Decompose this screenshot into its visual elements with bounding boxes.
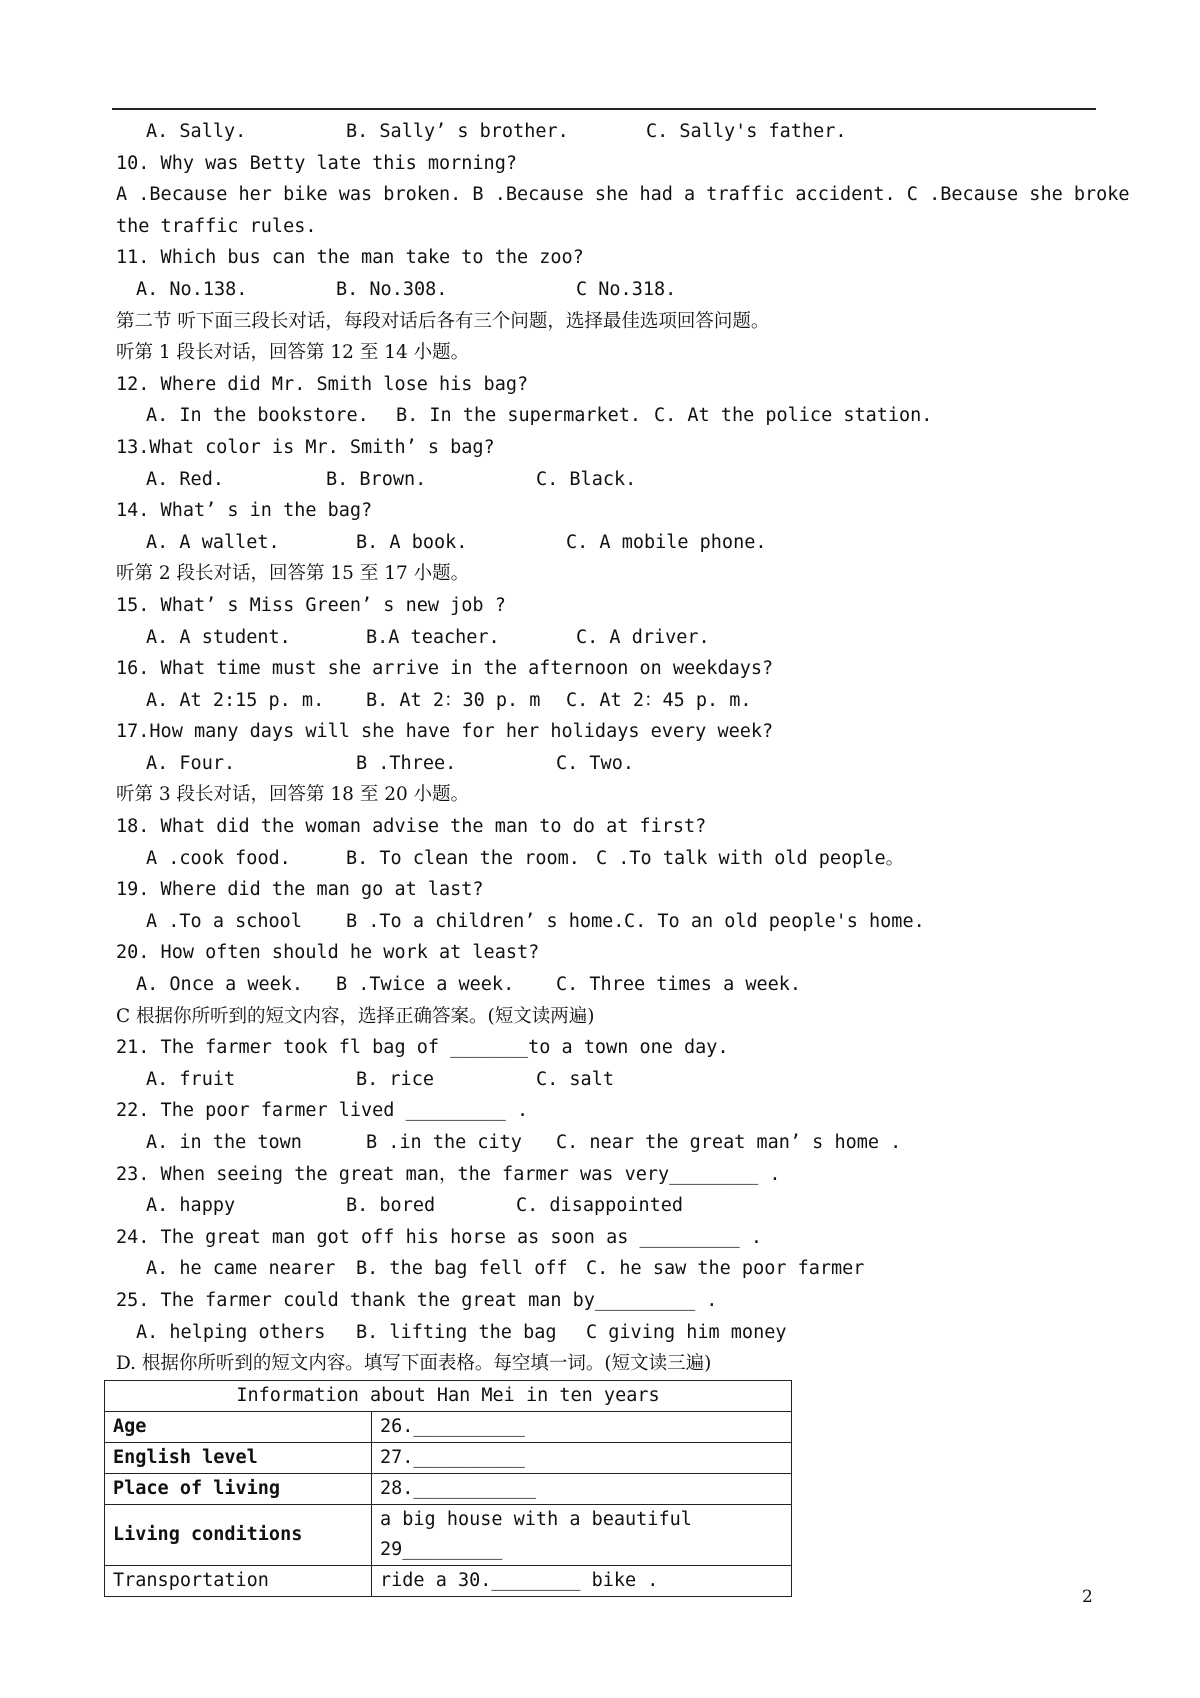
option-a: A. in the town	[146, 1132, 302, 1153]
option-c: C giving him money	[586, 1321, 787, 1343]
option-a: A. A student.	[146, 626, 291, 648]
row-value: a big house with a beautiful 29_________	[372, 1505, 792, 1566]
option-a: A. happy	[146, 1195, 236, 1217]
row-value: 26.__________	[372, 1412, 792, 1443]
option-c: C. near the great man’ s home .	[556, 1132, 902, 1153]
option-b: B .To a children’ s home.	[346, 910, 625, 932]
option-a: A. he came nearer	[146, 1258, 336, 1280]
option-b: B .Twice a week.	[336, 974, 515, 996]
text-line: the traffic rules.	[116, 215, 317, 237]
option-c: C No.318.	[576, 278, 677, 300]
option-b: B. A book.	[356, 531, 468, 553]
option-c: C. At the police station.	[654, 405, 933, 427]
options-row	[116, 1064, 1106, 1096]
options-row	[116, 906, 1106, 938]
section-heading: 听第 2 段长对话，回答第 15 至 17 小题。	[116, 563, 470, 585]
question-text: 21. The farmer took fl bag of _______to a town one day.	[116, 1037, 729, 1059]
question-text: 23. When seeing the great man，the farmer was very________ .	[116, 1163, 781, 1185]
row-value: 28.___________	[372, 1474, 792, 1505]
option-a: A. fruit	[146, 1068, 236, 1090]
option-c: C. disappointed	[516, 1195, 684, 1217]
question-text: 22. The poor farmer lived _________ .	[116, 1100, 529, 1122]
options-row	[116, 1317, 1106, 1349]
question-text: 25. The farmer could thank the great man by_________ .	[116, 1289, 718, 1311]
option-a: A .cook food.	[146, 847, 291, 869]
option-c: C. Black.	[536, 468, 637, 490]
option-a: A. No.138.	[136, 278, 248, 300]
text-line: A .Because her bike was broken. B .Because she had a traffic accident. C .Because she broke	[116, 184, 1130, 206]
row-label: English level	[105, 1443, 372, 1474]
options-row	[116, 843, 1106, 875]
section-heading: 听第 1 段长对话，回答第 12 至 14 小题。	[116, 342, 470, 364]
option-b: B. bored	[346, 1195, 436, 1217]
question-text: 14. What’ s in the bag?	[116, 500, 373, 522]
options-row	[116, 969, 1106, 1001]
exam-content	[116, 116, 1130, 1380]
question-text: 20. How often should he work at least?	[116, 942, 540, 964]
option-c: C. he saw the poor farmer	[586, 1258, 865, 1280]
question-text: 16. What time must she arrive in the afternoon on weekdays?	[116, 658, 774, 680]
option-b: B. No.308.	[336, 278, 448, 300]
options-row	[116, 400, 1106, 432]
info-table	[104, 1380, 792, 1597]
options-row	[116, 1127, 1106, 1159]
options-row	[116, 116, 1106, 148]
option-b: B. the bag fell off	[356, 1258, 568, 1280]
table-row	[105, 1566, 792, 1597]
option-b: B. Brown.	[326, 468, 427, 490]
option-b: B. Sally’ s brother.	[346, 121, 569, 142]
option-a: A. In the bookstore.	[146, 405, 369, 427]
question-text: 10. Why was Betty late this morning?	[116, 152, 517, 174]
question-text: 18. What did the woman advise the man to do at first?	[116, 816, 707, 838]
option-b: B. To clean the room.	[346, 847, 580, 869]
row-value: 27.__________	[372, 1443, 792, 1474]
question-text: 15. What’ s Miss Green’ s new job ?	[116, 594, 506, 616]
question-text: 24. The great man got off his horse as soon as _________ .	[116, 1226, 763, 1248]
option-b: B .Three.	[356, 752, 457, 774]
option-c: C. Two.	[556, 752, 634, 774]
table-row	[105, 1443, 792, 1474]
options-row	[116, 1253, 1106, 1285]
table-row	[105, 1412, 792, 1443]
table-body	[105, 1412, 792, 1597]
question-text: 17.How many days will she have for her holidays every week?	[116, 721, 774, 743]
option-c: C. salt	[536, 1068, 614, 1090]
row-value: ride a 30.________ bike .	[372, 1566, 792, 1597]
table-title: Information about Han Mei in ten years	[105, 1381, 792, 1412]
question-text: 13.What color is Mr. Smith’ s bag?	[116, 436, 495, 458]
options-row	[116, 685, 1106, 717]
question-text: 12. Where did Mr. Smith lose his bag?	[116, 373, 529, 395]
option-b: B. rice	[356, 1068, 434, 1090]
row-label: Age	[105, 1412, 372, 1443]
option-a: A. helping others	[136, 1321, 326, 1343]
option-a: A. Sally.	[146, 121, 247, 142]
row-label: Living conditions	[105, 1505, 372, 1566]
option-a: A. Once a week.	[136, 974, 304, 996]
option-b: B .in the city	[366, 1132, 522, 1153]
table-row	[105, 1505, 792, 1566]
option-b: B. At 2：30 p. m	[366, 689, 541, 711]
question-text: 11. Which bus can the man take to the zoo?	[116, 247, 584, 269]
option-b: B. In the supermarket.	[396, 405, 642, 427]
question-text: 19. Where did the man go at last?	[116, 879, 484, 901]
table-row	[105, 1474, 792, 1505]
page-number: 2	[1082, 1587, 1093, 1607]
options-row	[116, 748, 1106, 780]
option-c: C. Three times a week.	[556, 974, 802, 996]
option-c: C. A mobile phone.	[566, 531, 767, 553]
header-rule	[112, 108, 1096, 110]
option-c: C. Sally's father.	[646, 121, 847, 142]
section-heading: 第二节 听下面三段长对话，每段对话后各有三个问题，选择最佳选项回答问题。	[116, 310, 770, 332]
section-heading: D. 根据你所听到的短文内容。填写下面表格。每空填一词。(短文读三遍)	[116, 1353, 712, 1375]
option-c: C. A driver.	[576, 626, 710, 648]
options-row	[116, 274, 1106, 306]
option-b: B.A teacher.	[366, 626, 500, 648]
row-label: Transportation	[105, 1566, 372, 1597]
option-a: A. A wallet.	[146, 531, 280, 553]
option-a: A. Red.	[146, 468, 224, 490]
option-c: C. To an old people's home.	[624, 910, 925, 932]
options-row	[116, 464, 1106, 496]
option-c: C. At 2：45 p. m.	[566, 689, 752, 711]
row-label: Place of living	[105, 1474, 372, 1505]
option-c: C .To talk with old people。	[596, 847, 905, 869]
option-a: A. Four.	[146, 752, 236, 774]
options-row	[116, 1190, 1106, 1222]
section-heading: C 根据你所听到的短文内容，选择正确答案。(短文读两遍)	[116, 1005, 595, 1027]
table-title-row	[105, 1381, 792, 1412]
section-heading: 听第 3 段长对话，回答第 18 至 20 小题。	[116, 784, 470, 806]
option-b: B. lifting the bag	[356, 1321, 557, 1343]
options-row	[116, 527, 1106, 559]
option-a: A. At 2:15 p. m.	[146, 689, 325, 711]
options-row	[116, 622, 1106, 654]
option-a: A .To a school	[146, 910, 302, 932]
